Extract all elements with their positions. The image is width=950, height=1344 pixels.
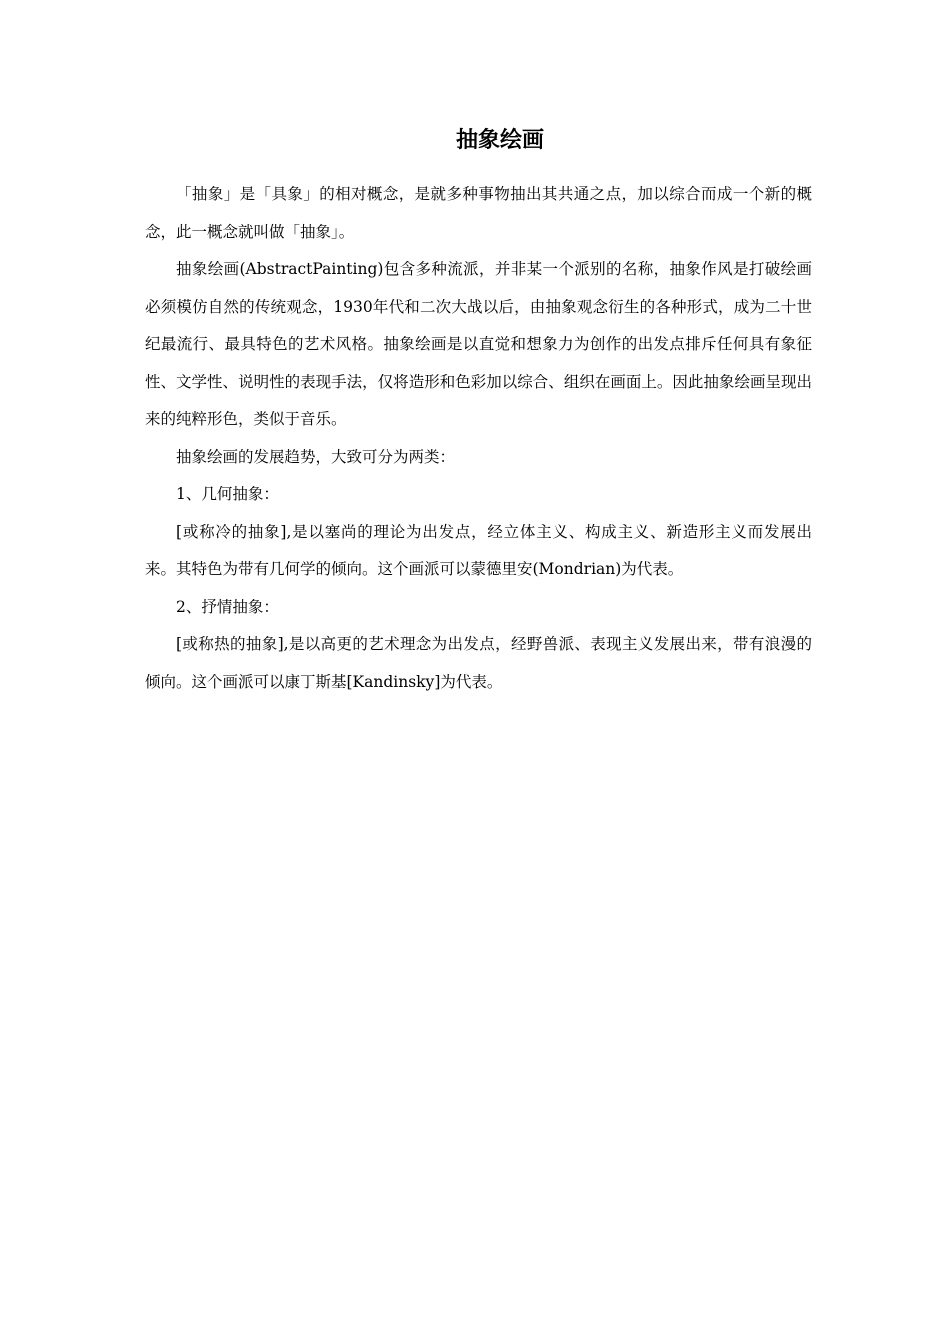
paragraph-trends: 抽象绘画的发展趋势，大致可分为两类：: [176, 447, 456, 466]
document-body: [145, 176, 812, 701]
paragraph-lyrical-abstraction: [或称热的抽象],是以高更的艺术理念为出发点，经野兽派、表现主义发展出来，带有浪漫的倾向。这个画派可以康丁斯基[Kandinsky]为代表。: [145, 635, 812, 691]
paragraph-definition: 「抽象」是「具象」的相对概念，是就多种事物抽出其共通之点，加以综合而成一个新的概念，此一概念就叫做「抽象」。: [145, 185, 812, 241]
paragraph-overview: 抽象绘画(AbstractPainting)包含多种流派，并非某一个派别的名称，抽象作风是打破绘画必须模仿自然的传统观念，1930年代和二次大战以后，由抽象观念衍生的各种形式，成为二十世纪最流行、最具特色的艺术风格。抽象绘画是以直觉和想象力为创作的出发点排斥任何具有象征性、文学性、说明性的表现手法，仅将造形和色彩加以综合、组织在画面上。因此抽象绘画呈现出来的纯粹形色，类似于音乐。: [145, 260, 812, 428]
document-title: 抽象绘画: [455, 128, 544, 153]
paragraph-geometric-abstraction: [或称冷的抽象],是以塞尚的理论为出发点，经立体主义、构成主义、新造形主义而发展出来。其特色为带有几何学的倾向。这个画派可以蒙德里安(Mondrian)为代表。: [145, 522, 812, 578]
heading-geometric-abstraction: 1、几何抽象：: [176, 485, 279, 503]
heading-lyrical-abstraction: 2、抒情抽象：: [176, 597, 279, 616]
